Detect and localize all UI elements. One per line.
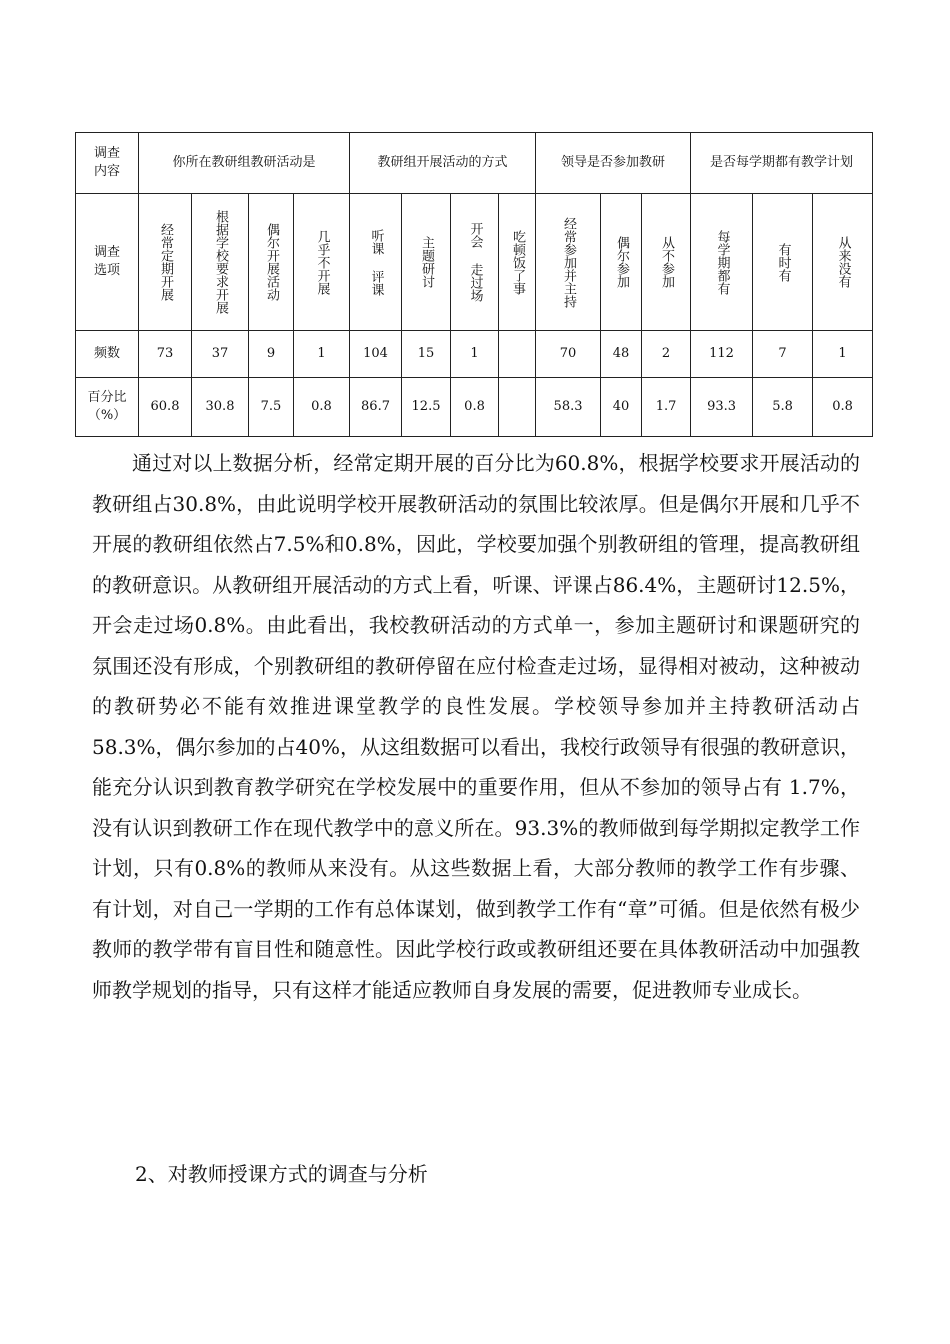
option-cell: 每学期都有 <box>691 194 753 331</box>
frequency-cell: 7 <box>753 331 813 378</box>
percent-cell: 0.8 <box>813 378 873 437</box>
percent-cell: 86.7 <box>350 378 402 437</box>
percent-cell: 60.8 <box>139 378 192 437</box>
percent-cell: 0.8 <box>294 378 350 437</box>
option-cell: 经常定期开展 <box>139 194 192 331</box>
option-cell: 几乎不开展 <box>294 194 350 331</box>
table-frequency-row <box>76 331 873 378</box>
percent-cell: 58.3 <box>536 378 601 437</box>
survey-table <box>75 132 873 437</box>
frequency-cell: 2 <box>642 331 691 378</box>
option-cell: 听课 评课 <box>350 194 402 331</box>
option-cell: 根据学校要求开展 <box>192 194 249 331</box>
analysis-paragraph: 通过对以上数据分析，经常定期开展的百分比为60.8%，根据学校要求开展活动的教研组占30.8%，由此说明学校开展教研活动的氛围比较浓厚。但是偶尔开展和几乎不开展的教研组依然占7.5%和0.8%，因此，学校要加强个别教研组的管理，提高教研组的教研意识。从教研组开展活动的方式上看，听课、评课占86.4%，主题研讨12.5%，开会走过场0.8%。由此看出，我校教研活动的方式单一，参加主题研讨和课题研究的氛围还没有形成，个别教研组的教研停留在应付检查走过场，显得相对被动，这种被动的教研势必不能有效推进课堂教学的良性发展。学校领导参加并主持教研活动占58.3%，偶尔参加的占40%，从这组数据可以看出，我校行政领导有很强的教研意识，能充分认识到教育教学研究在学校发展中的重要作用，但从不参加的领导占有 1.7%，没有认识到教研工作在现代教学中的意义所在。93.3%的教师做到每学期拟定教学工作计划，只有0.8%的教师从来没有。从这些数据上看，大部分教师的教学工作有步骤、有计划，对自己一学期的工作有总体谋划，做到教学工作有“章”可循。但是依然有极少教师的教学带有盲目性和随意性。因此学校行政或教研组还要在具体教研活动中加强教师教学规划的指导，只有这样才能适应教师自身发展的需要，促进教师专业成长。 <box>92 451 860 1002</box>
table-percent-row <box>76 378 873 437</box>
frequency-cell: 1 <box>813 331 873 378</box>
option-cell: 吃顿饭了事 <box>499 194 536 331</box>
group-title-leader: 领导是否参加教研 <box>536 133 691 194</box>
frequency-cell: 73 <box>139 331 192 378</box>
frequency-cell: 9 <box>249 331 294 378</box>
row-header-options: 调查 选项 <box>76 194 139 331</box>
option-cell: 偶尔开展活动 <box>249 194 294 331</box>
row-header-frequency: 频数 <box>76 331 139 378</box>
frequency-cell <box>499 331 536 378</box>
percent-cell: 7.5 <box>249 378 294 437</box>
percent-cell: 30.8 <box>192 378 249 437</box>
percent-cell: 0.8 <box>451 378 499 437</box>
frequency-cell: 48 <box>601 331 642 378</box>
frequency-cell: 1 <box>451 331 499 378</box>
percent-cell <box>499 378 536 437</box>
percent-cell: 5.8 <box>753 378 813 437</box>
percent-cell: 40 <box>601 378 642 437</box>
row-header-percent: 百分比 （%） <box>76 378 139 437</box>
frequency-cell: 70 <box>536 331 601 378</box>
percent-cell: 93.3 <box>691 378 753 437</box>
frequency-cell: 37 <box>192 331 249 378</box>
option-cell: 从不参加 <box>642 194 691 331</box>
row-header-content: 调查 内容 <box>76 133 139 194</box>
frequency-cell: 112 <box>691 331 753 378</box>
group-title-method: 教研组开展活动的方式 <box>350 133 536 194</box>
frequency-cell: 15 <box>402 331 451 378</box>
option-cell: 偶尔参加 <box>601 194 642 331</box>
section-heading: 2、对教师授课方式的调查与分析 <box>135 1162 428 1186</box>
option-cell: 经常参加并主持 <box>536 194 601 331</box>
option-cell: 主题研讨 <box>402 194 451 331</box>
percent-cell: 12.5 <box>402 378 451 437</box>
option-cell: 开会 走过场 <box>451 194 499 331</box>
option-cell: 从来没有 <box>813 194 873 331</box>
table-options-row <box>76 194 873 331</box>
percent-cell: 1.7 <box>642 378 691 437</box>
frequency-cell: 104 <box>350 331 402 378</box>
option-cell: 有时有 <box>753 194 813 331</box>
group-title-plan: 是否每学期都有教学计划 <box>691 133 873 194</box>
group-title-activity: 你所在教研组教研活动是 <box>139 133 350 194</box>
frequency-cell: 1 <box>294 331 350 378</box>
table-header-row <box>76 133 873 194</box>
